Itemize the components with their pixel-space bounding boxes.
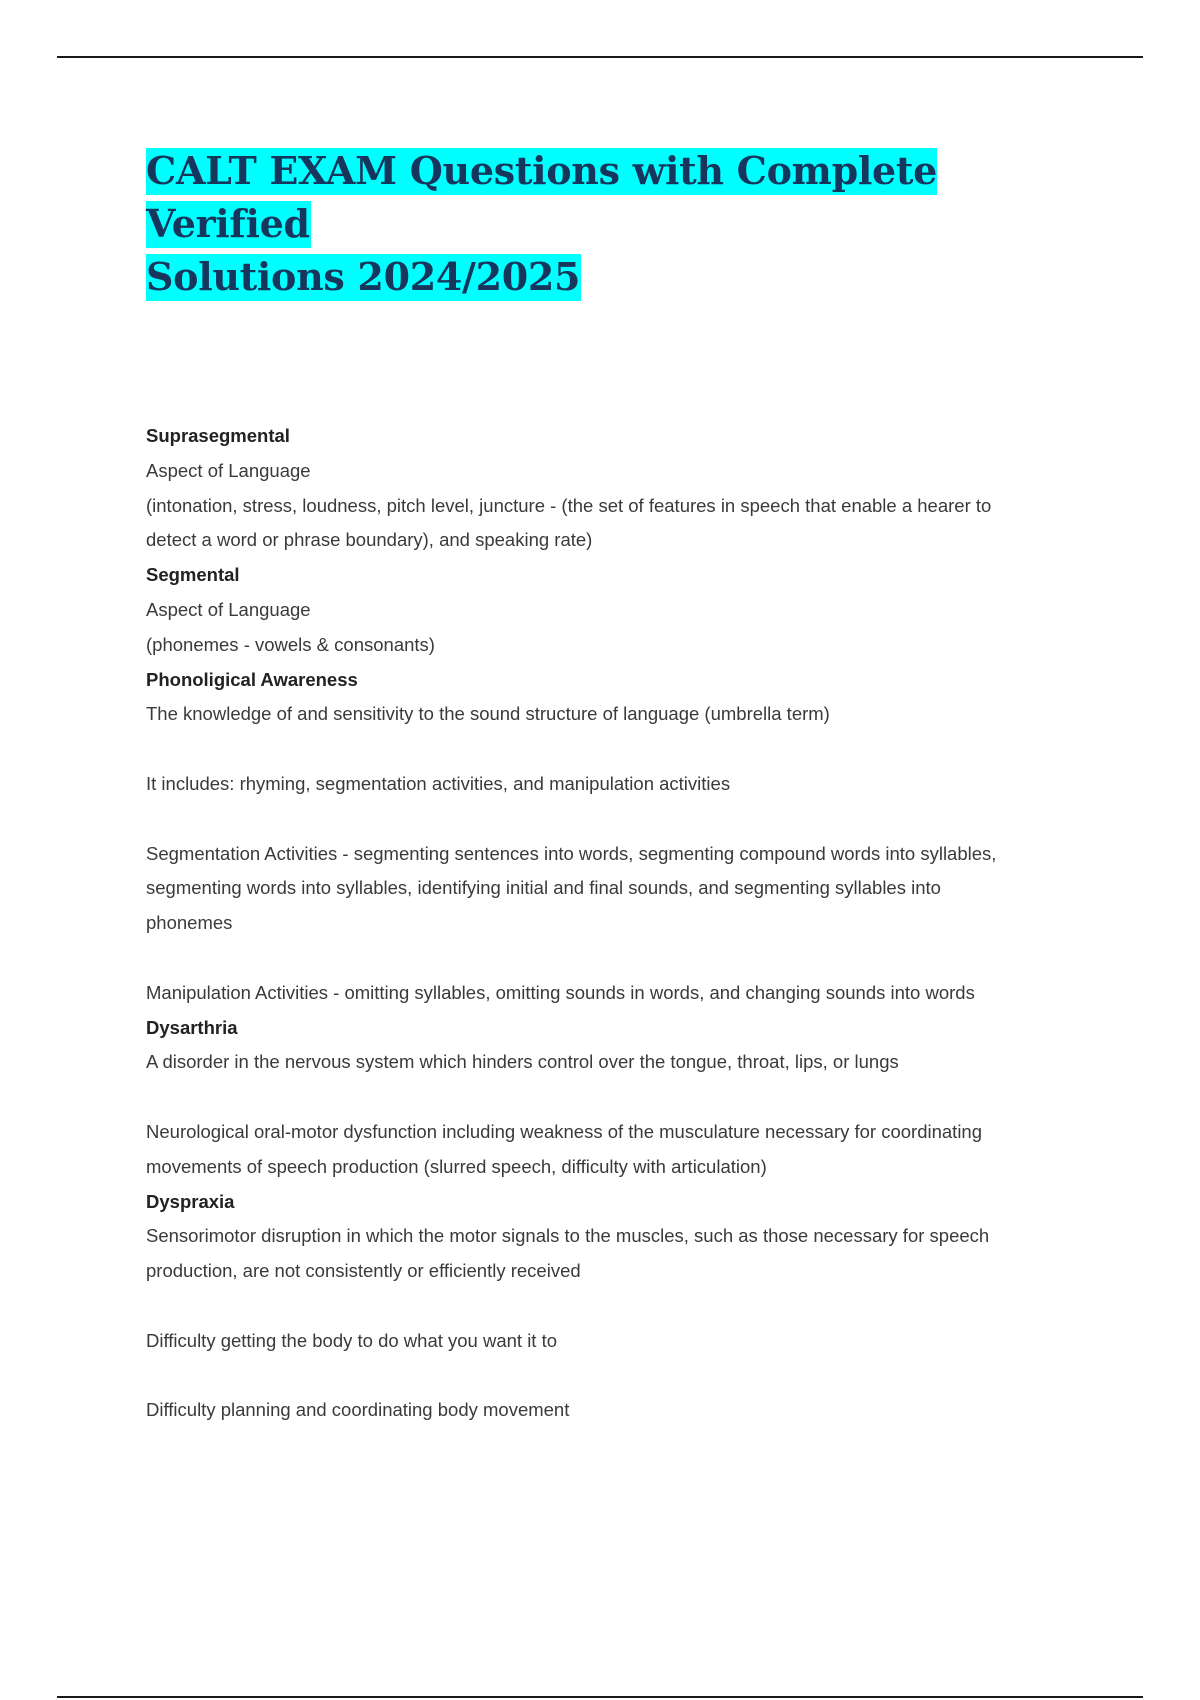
definition-line: Segmentation Activities - segmenting sentences into words, segmenting compound words into syllables, [146,842,997,864]
term-heading: Suprasegmental [146,425,290,446]
flashcard-list [146,419,1106,1428]
entry-dysarthria [146,1011,1106,1185]
definition-line: Aspect of Language [146,459,311,481]
entry-phonological-awareness [146,663,1106,1011]
blank-line [146,941,1106,976]
definition-line: detect a word or phrase boundary), and speaking rate) [146,529,593,551]
blank-line [146,802,1106,837]
entry-suprasegmental [146,419,1106,558]
term-heading: Phonoligical Awareness [146,668,358,690]
definition-line: Manipulation Activities - omitting syllables, omitting sounds in words, and changing sounds into words [146,981,975,1003]
definition-line: The knowledge of and sensitivity to the sound structure of language (umbrella term) [146,703,830,725]
definition-line: production, are not consistently or efficiently received [146,1260,581,1282]
term-heading: Dyspraxia [146,1190,235,1212]
definition-line: (phonemes - vowels & consonants) [146,633,435,655]
blank-line [146,1080,1106,1115]
definition-line: Neurological oral-motor dysfunction including weakness of the musculature necessary for coordinating [146,1120,983,1142]
definition-line: Difficulty planning and coordinating body movement [146,1399,570,1421]
header-rule [57,56,1143,58]
definition-line: Aspect of Language [146,598,311,620]
term-heading: Segmental [146,564,240,586]
definition-line: Sensorimotor disruption in which the motor signals to the muscles, such as those necessary for speech [146,1225,990,1247]
title-line-1: CALT EXAM Questions with Complete Verified [146,148,937,246]
blank-line [146,1359,1106,1394]
definition-line: (intonation, stress, loudness, pitch level, juncture - (the set of features in speech that enable a hearer to [146,494,992,516]
definition-line: movements of speech production (slurred speech, difficulty with articulation) [146,1155,767,1177]
definition-line: segmenting words into syllables, identifying initial and final sounds, and segmenting syllables into [146,877,941,899]
definition-line: phonemes [146,912,233,934]
definition-line: A disorder in the nervous system which hinders control over the tongue, throat, lips, or lungs [146,1051,899,1073]
entry-segmental [146,558,1106,662]
title-line-2: Solutions 2024/2025 [146,254,581,299]
footer-rule [57,1696,1143,1698]
term-heading: Dysarthria [146,1016,238,1038]
entry-dyspraxia [146,1185,1106,1429]
definition-line: It includes: rhyming, segmentation activities, and manipulation activities [146,772,731,794]
blank-line [146,1289,1106,1324]
definition-line: Difficulty getting the body to do what you want it to [146,1329,558,1351]
blank-line [146,732,1106,767]
document-title [146,144,1086,303]
